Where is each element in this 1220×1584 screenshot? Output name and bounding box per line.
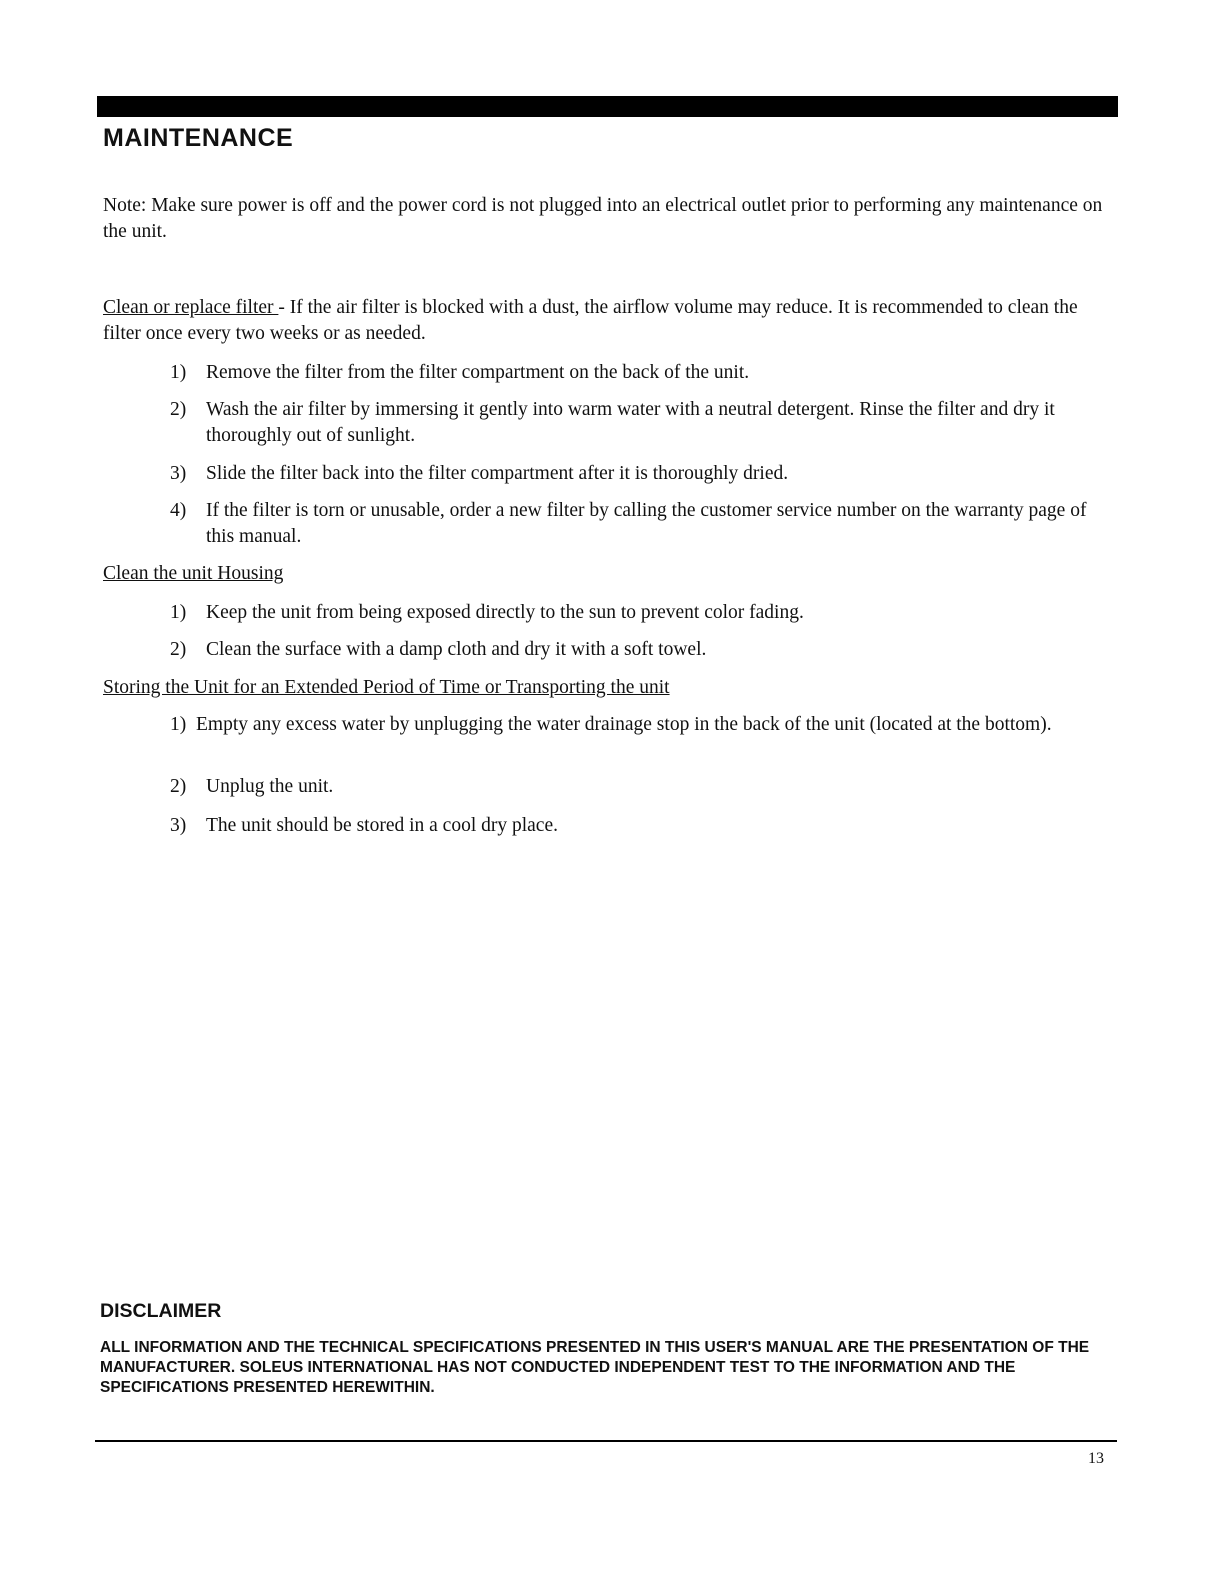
list-item-number: 3)	[170, 463, 187, 484]
list-item-number: 2)	[170, 639, 187, 660]
list-item-text: Slide the filter back into the filter compartment after it is thoroughly dried.	[206, 463, 789, 484]
list-item-text: Wash the air filter by immersing it gently into warm water with a neutral detergent. Rinse the filter and dry it thoroughly out of sunlight.	[206, 399, 1055, 446]
list-item-text: The unit should be stored in a cool dry place.	[206, 815, 558, 836]
header-bar	[97, 96, 1118, 117]
filter-section-intro	[103, 295, 1103, 347]
list-item	[170, 360, 1110, 386]
list-item	[170, 461, 1110, 487]
list-item	[170, 498, 1110, 550]
list-item	[170, 813, 1110, 839]
list-item-text: Empty any excess water by unplugging the water drainage stop in the back of the unit (located at the bottom).	[196, 714, 1052, 735]
filter-section-title: Clean or replace filter	[103, 297, 279, 318]
list-item	[170, 397, 1110, 449]
footer-divider	[95, 1440, 1117, 1442]
list-item-text: Remove the filter from the filter compartment on the back of the unit.	[206, 362, 750, 383]
list-item-number: 1)	[170, 714, 187, 735]
list-item	[170, 712, 1090, 738]
list-item-text: Unplug the unit.	[206, 776, 334, 797]
list-item	[170, 637, 1110, 663]
disclaimer-text: ALL INFORMATION AND THE TECHNICAL SPECIFICATIONS PRESENTED IN THIS USER'S MANUAL ARE THE PRESENTATION OF THE MANUFACTURER. SOLEUS INTERNATIONAL HAS NOT CONDUCTED INDEPENDENT TEST TO THE INFORMATION AND THE SPECIFICATIONS PRESENTED HEREWITHIN.	[100, 1339, 1090, 1396]
housing-section-title: Clean the unit Housing	[103, 563, 284, 584]
list-item	[170, 600, 1110, 626]
page-number: 13	[1088, 1450, 1104, 1467]
list-item-number: 1)	[170, 602, 187, 623]
list-item-number: 4)	[170, 500, 187, 521]
list-item-number: 3)	[170, 815, 187, 836]
disclaimer-title: DISCLAIMER	[100, 1300, 222, 1322]
storing-section-title: Storing the Unit for an Extended Period of Time or Transporting the unit	[103, 677, 670, 698]
list-item-text: If the filter is torn or unusable, order a new filter by calling the customer service number on the warranty page of this manual.	[206, 500, 1087, 547]
list-item-number: 2)	[170, 399, 187, 420]
list-item	[170, 774, 1110, 800]
list-item-text: Keep the unit from being exposed directly to the sun to prevent color fading.	[206, 602, 804, 623]
filter-section-text: - If the air filter is blocked with a dust, the airflow volume may reduce. It is recommended to clean the filter once every two weeks or as needed.	[103, 297, 1078, 344]
list-item-number: 1)	[170, 362, 187, 383]
list-item-number: 2)	[170, 776, 187, 797]
maintenance-note: Note: Make sure power is off and the power cord is not plugged into an electrical outlet prior to performing any maintenance on the unit.	[103, 195, 1103, 242]
list-item-text: Clean the surface with a damp cloth and dry it with a soft towel.	[206, 639, 707, 660]
page-title: MAINTENANCE	[103, 124, 294, 152]
